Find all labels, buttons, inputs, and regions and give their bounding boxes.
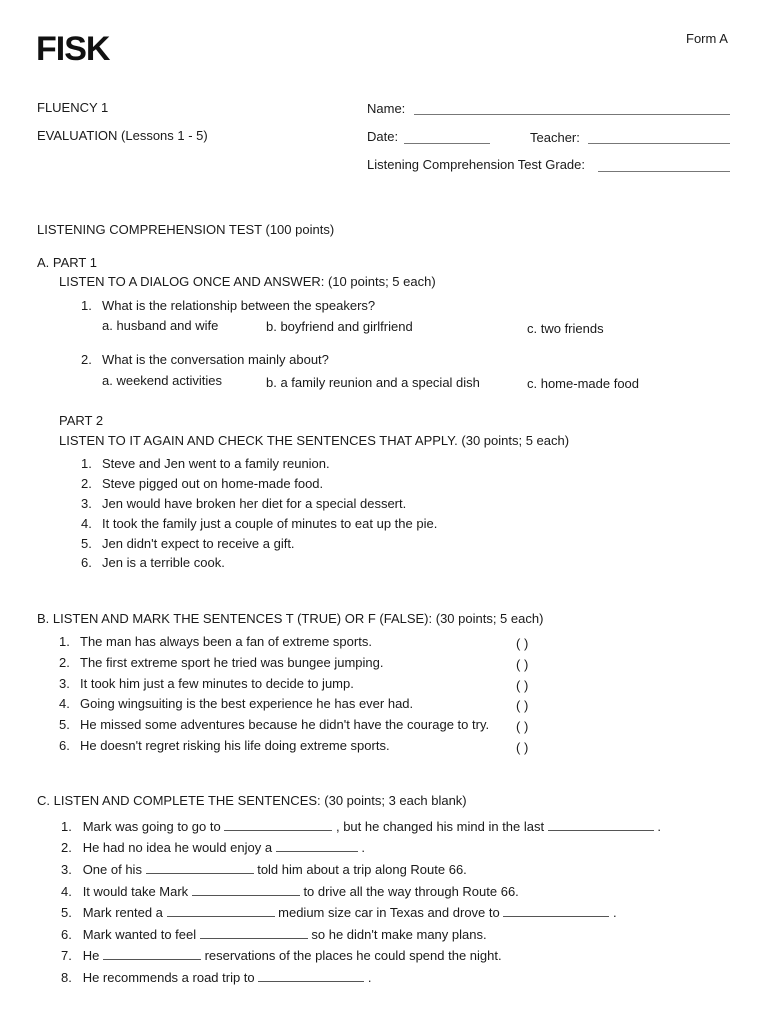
check-item[interactable]: Steve pigged out on home-made food. (102, 476, 324, 491)
tf-answer-box[interactable]: ( ) (516, 657, 529, 672)
item-num: 4. (59, 696, 70, 711)
grade-label: Listening Comprehension Test Grade: (367, 157, 585, 172)
sentence-row (61, 927, 487, 943)
item-num: 1. (59, 634, 70, 649)
sentence-part: . (612, 905, 617, 920)
sentence-part: . (361, 840, 365, 855)
item-num: 5. (81, 536, 92, 551)
tf-statement: The man has always been a fan of extreme sports. (80, 634, 372, 649)
tf-statement: He missed some adventures because he didn't have the courage to try. (80, 717, 490, 732)
item-num: 5. (59, 717, 70, 732)
evaluation-title: EVALUATION (Lessons 1 - 5) (37, 128, 208, 143)
part2-label: PART 2 (59, 413, 104, 428)
answer-blank[interactable] (103, 948, 201, 960)
tf-statement: It took him just a few minutes to decide to jump. (80, 676, 354, 691)
item-num: 3. (61, 862, 72, 877)
section-c-title: C. LISTEN AND COMPLETE THE SENTENCES: (30 points; 3 each blank) (37, 793, 467, 808)
section-b-title: B. LISTEN AND MARK THE SENTENCES T (TRUE) OR F (FALSE): (30 points; 5 each) (37, 611, 544, 626)
option-a[interactable]: a. weekend activities (102, 373, 222, 388)
item-num: 7. (61, 948, 72, 963)
item-num: 6. (61, 927, 72, 942)
sentence-part: One of his (82, 862, 142, 877)
item-num: 3. (81, 496, 92, 511)
tf-statement: The first extreme sport he tried was bungee jumping. (80, 655, 384, 670)
tf-answer-box[interactable]: ( ) (516, 719, 529, 734)
answer-blank[interactable] (224, 819, 332, 831)
answer-blank[interactable] (146, 862, 254, 874)
option-b[interactable]: b. a family reunion and a special dish (266, 375, 480, 390)
check-item[interactable]: Steve and Jen went to a family reunion. (102, 456, 330, 471)
part1-label: A. PART 1 (37, 255, 97, 270)
sentence-part: He had no idea he would enjoy a (82, 840, 273, 855)
sentence-row (61, 970, 372, 986)
sentence-part: He (82, 948, 100, 963)
sentence-part: It would take Mark (82, 884, 189, 899)
item-num: 4. (81, 516, 92, 531)
sentence-row (61, 819, 661, 835)
option-a[interactable]: a. husband and wife (102, 318, 219, 333)
question-text: What is the relationship between the speakers? (102, 298, 376, 313)
question-text: What is the conversation mainly about? (102, 352, 329, 367)
answer-blank[interactable] (548, 819, 654, 831)
sentence-part: Mark wanted to feel (82, 927, 197, 942)
tf-statement: Going wingsuiting is the best experience he has ever had. (80, 696, 414, 711)
sentence-part: . (367, 970, 372, 985)
question-num: 1. (81, 298, 92, 313)
sentence-part: reservations of the places he could spend the night. (204, 948, 502, 963)
sentence-row (61, 905, 617, 921)
tf-answer-box[interactable]: ( ) (516, 698, 529, 713)
check-item[interactable]: Jen would have broken her diet for a special dessert. (102, 496, 407, 511)
sentence-row (61, 840, 365, 856)
check-item[interactable]: Jen didn't expect to receive a gift. (102, 536, 295, 551)
tf-statement: He doesn't regret risking his life doing extreme sports. (80, 738, 390, 753)
check-item[interactable]: Jen is a terrible cook. (102, 555, 225, 570)
teacher-field-line[interactable] (588, 143, 730, 144)
fisk-logo: FISK (36, 30, 110, 68)
date-label: Date: (367, 129, 399, 144)
answer-blank[interactable] (200, 927, 308, 939)
item-num: 5. (61, 905, 72, 920)
sentence-part: Mark was going to go to (82, 819, 221, 834)
sentence-part: so he didn't make many plans. (311, 927, 487, 942)
item-num: 3. (59, 676, 70, 691)
item-num: 1. (81, 456, 92, 471)
item-num: 6. (81, 555, 92, 570)
part1-instruction: LISTEN TO A DIALOG ONCE AND ANSWER: (10 points; 5 each) (59, 274, 436, 289)
course-title: FLUENCY 1 (37, 100, 109, 115)
item-num: 2. (61, 840, 72, 855)
sentence-row (61, 948, 502, 964)
tf-answer-box[interactable]: ( ) (516, 740, 529, 755)
test-title: LISTENING COMPREHENSION TEST (100 points) (37, 222, 335, 237)
item-num: 1. (61, 819, 72, 834)
tf-answer-box[interactable]: ( ) (516, 678, 529, 693)
item-num: 2. (59, 655, 70, 670)
option-b[interactable]: b. boyfriend and girlfriend (266, 319, 413, 334)
part2-instruction: LISTEN TO IT AGAIN AND CHECK THE SENTENCES THAT APPLY. (30 points; 5 each) (59, 433, 570, 448)
option-c[interactable]: c. home-made food (527, 376, 640, 391)
sentence-part: , but he changed his mind in the last (335, 819, 545, 834)
teacher-label: Teacher: (530, 130, 580, 145)
name-label: Name: (367, 101, 406, 116)
grade-field-line[interactable] (598, 171, 730, 172)
item-num: 4. (61, 884, 72, 899)
sentence-part: . (657, 819, 661, 834)
sentence-row (61, 884, 519, 900)
option-c[interactable]: c. two friends (527, 321, 604, 336)
answer-blank[interactable] (192, 884, 300, 896)
sentence-part: medium size car in Texas and drove to (278, 905, 500, 920)
item-num: 8. (61, 970, 72, 985)
tf-answer-box[interactable]: ( ) (516, 636, 529, 651)
answer-blank[interactable] (258, 970, 364, 982)
sentence-part: told him about a trip along Route 66. (257, 862, 467, 877)
sentence-part: Mark rented a (82, 905, 163, 920)
check-item[interactable]: It took the family just a couple of minutes to eat up the pie. (102, 516, 438, 531)
sentence-part: to drive all the way through Route 66. (303, 884, 519, 899)
item-num: 2. (81, 476, 92, 491)
answer-blank[interactable] (503, 905, 609, 917)
form-label: Form A (686, 31, 728, 46)
answer-blank[interactable] (276, 840, 358, 852)
question-num: 2. (81, 352, 92, 367)
answer-blank[interactable] (167, 905, 275, 917)
name-field-line[interactable] (414, 114, 730, 115)
sentence-part: He recommends a road trip to (82, 970, 255, 985)
item-num: 6. (59, 738, 70, 753)
sentence-row (61, 862, 467, 878)
date-field-line[interactable] (404, 143, 490, 144)
